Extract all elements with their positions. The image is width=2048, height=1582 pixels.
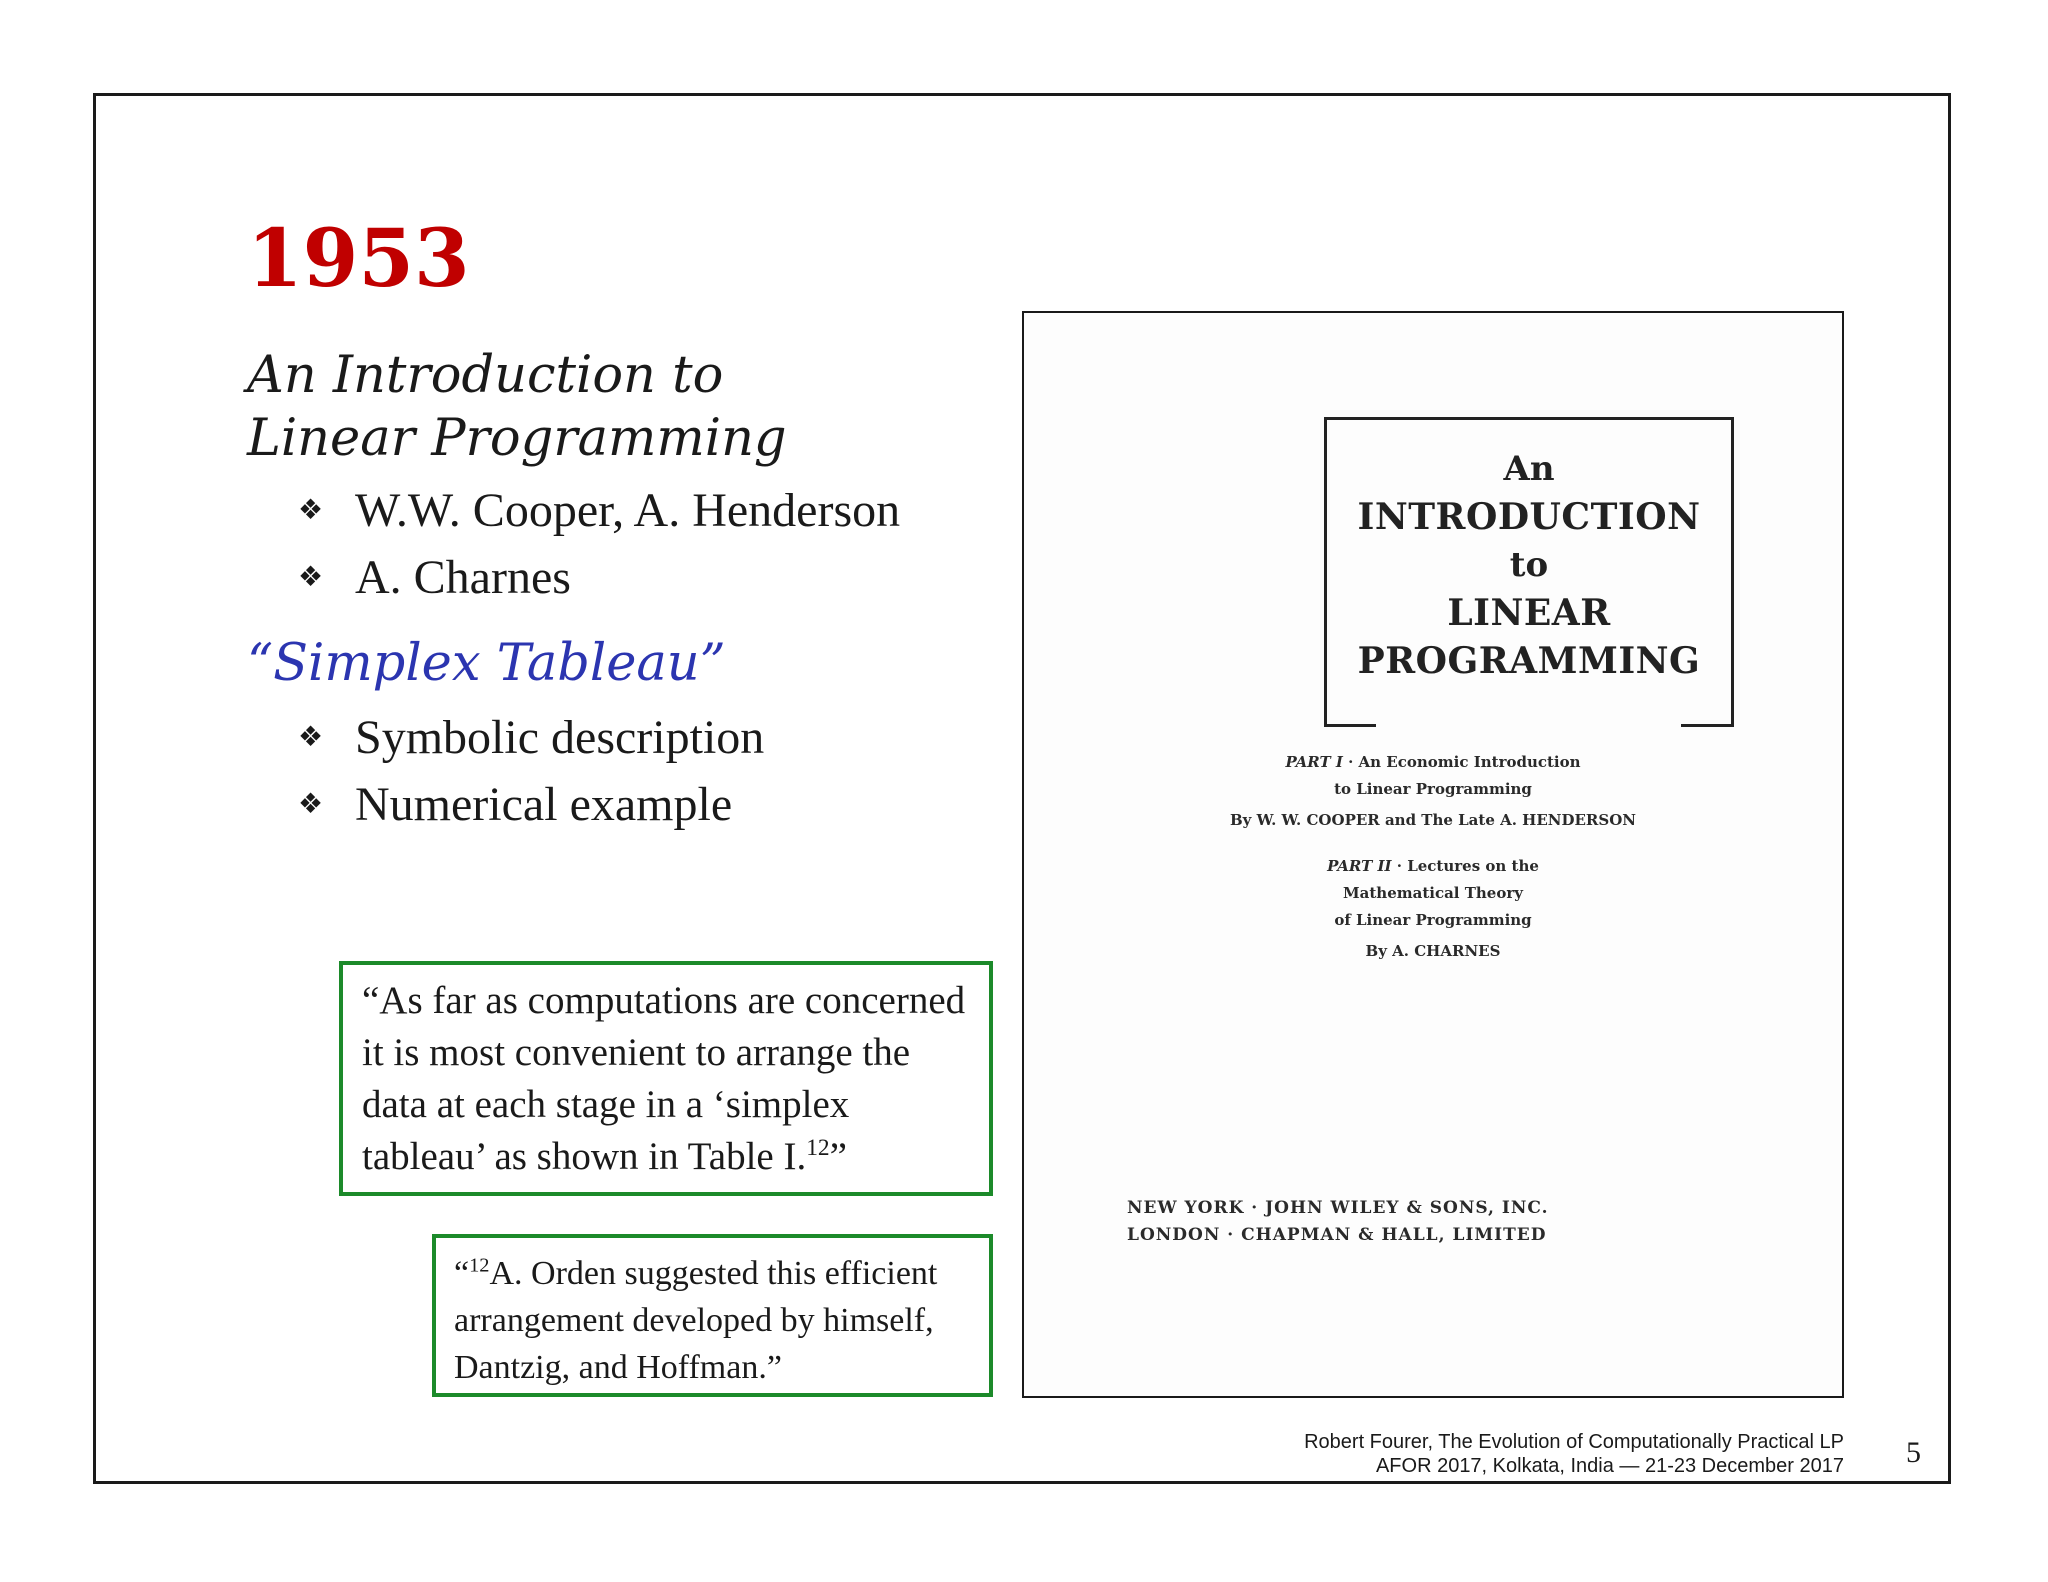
book-title-page-image <box>1022 311 1844 1398</box>
footer-line1: Robert Fourer, The Evolution of Computationally Practical LP <box>1304 1431 1844 1453</box>
part1-authors: By W. W. COOPER and The Late A. HENDERSON <box>1229 811 1637 829</box>
part2-line3: of Linear Programming <box>1334 911 1532 929</box>
part2-label: PART II <box>1327 857 1392 875</box>
publisher-line2: LONDON · CHAPMAN & HALL, LIMITED <box>1127 1225 1547 1245</box>
footnote-ref: 12 <box>806 1135 830 1161</box>
simplex-tableau-heading: “Simplex Tableau” <box>247 634 726 693</box>
publisher-block <box>1127 1195 1549 1249</box>
page-number: 5 <box>1906 1436 1921 1469</box>
tableau-point-text: Symbolic description <box>355 711 765 764</box>
diamond-bullet-icon: ❖ <box>298 561 324 593</box>
cover-title-introduction: INTRODUCTION <box>1357 496 1701 538</box>
publisher-line1: NEW YORK · JOHN WILEY & SONS, INC. <box>1127 1198 1549 1218</box>
book-cover-title <box>1324 445 1734 685</box>
quote-line: data at each stage in a ‘simplex <box>362 1083 850 1126</box>
quote-text: A. Orden suggested this efficient <box>489 1255 938 1292</box>
diamond-bullet-icon: ❖ <box>298 788 324 820</box>
part1-line1: · An Economic Introduction <box>1342 753 1581 771</box>
tableau-bullet <box>298 778 733 831</box>
author-text: A. Charnes <box>355 551 571 604</box>
tableau-point-text: Numerical example <box>355 778 733 831</box>
slide-year: 1953 <box>247 211 470 305</box>
book-title-line2: Linear Programming <box>247 409 787 468</box>
book-title-line1: An Introduction to <box>247 346 724 405</box>
quote-text: tableau’ as shown in Table I. <box>362 1135 807 1178</box>
author-bullet <box>298 484 901 537</box>
book-title <box>247 344 787 470</box>
quote-line: “As far as computations are concerned <box>362 979 966 1022</box>
diamond-bullet-icon: ❖ <box>298 721 324 753</box>
part1-label: PART I <box>1285 753 1343 771</box>
quote-line: Dantzig, and Hoffman.” <box>454 1349 782 1386</box>
part2-block <box>1024 853 1842 965</box>
quote-line: arrangement developed by himself, <box>454 1302 934 1339</box>
quote-line <box>362 1131 973 1183</box>
quote-close: ” <box>829 1135 847 1178</box>
author-text: W.W. Cooper, A. Henderson <box>355 484 901 537</box>
part2-authors: By A. CHARNES <box>1365 942 1501 960</box>
part1-block <box>1024 749 1842 834</box>
part2-line1: · Lectures on the <box>1391 857 1539 875</box>
cover-title-an: An <box>1503 449 1555 489</box>
part2-line2: Mathematical Theory <box>1343 884 1523 902</box>
cover-title-linear: LINEAR <box>1447 592 1611 634</box>
title-box-bottom-right <box>1681 724 1734 727</box>
part2-heading <box>1024 853 1842 880</box>
diamond-bullet-icon: ❖ <box>298 494 324 526</box>
slide-footer <box>1304 1430 1844 1478</box>
cover-title-to: to <box>1509 545 1549 585</box>
footnote-number: 12 <box>469 1254 490 1277</box>
author-bullet <box>298 551 571 604</box>
part1-line2: to Linear Programming <box>1334 780 1532 798</box>
title-box-bottom-left <box>1324 724 1376 727</box>
quote-line <box>454 1250 975 1297</box>
quote-open: “ <box>454 1255 470 1292</box>
quote-box-footnote <box>432 1234 993 1397</box>
quote-box-main <box>339 961 993 1196</box>
part1-heading <box>1024 749 1842 776</box>
cover-title-programming: PROGRAMMING <box>1357 640 1701 682</box>
footer-line2: AFOR 2017, Kolkata, India — 21-23 December 2017 <box>1375 1455 1844 1477</box>
quote-line: it is most convenient to arrange the <box>362 1031 911 1074</box>
tableau-bullet <box>298 711 765 764</box>
